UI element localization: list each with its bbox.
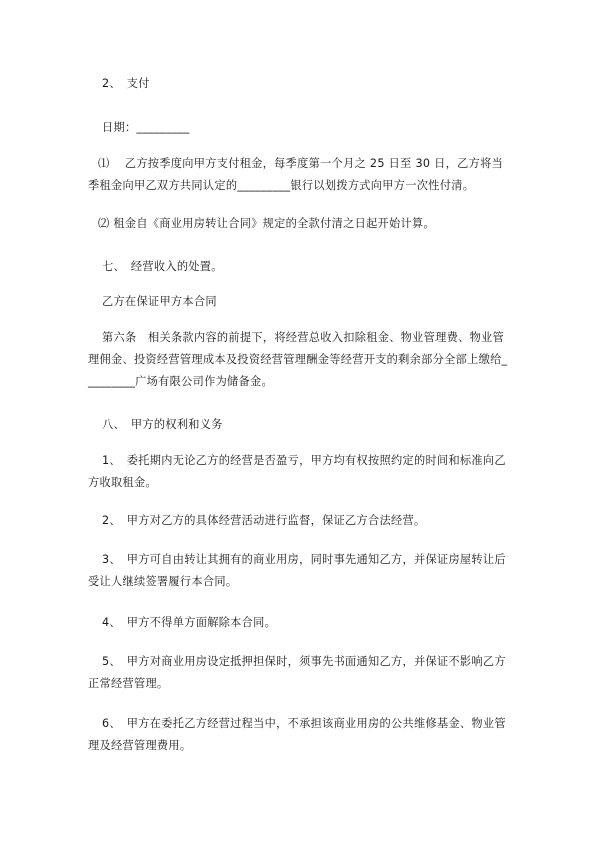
clause-1: 1、 委托期内无论乙方的经营是否盈亏，甲方均有权按照约定的时间和标准向乙方收取租金。 — [88, 454, 506, 489]
paragraph-rent-payment: ⑴ 乙方按季度向甲方支付租金，每季度第一个月之 25 日至 30 日，乙方将当季租金向甲乙双方共同认定的_________银行以划拨方式向甲方一次性付清。 — [88, 157, 504, 192]
section-heading-rights: 八、 甲方的权利和义务 — [102, 418, 223, 431]
clause-3: 3、 甲方可自由转让其拥有的商业用房，同时事先通知乙方，并保证房屋转让后受让人继续签署履行本合同。 — [88, 553, 506, 588]
section-heading-payment: 2、 支付 — [102, 77, 150, 90]
clause-5: 5、 甲方对商业用房设定抵押担保时，须事先书面通知乙方，并保证不影响乙方正常经营管理。 — [88, 655, 506, 690]
clause-6: 6、 甲方在委托乙方经营过程当中，不承担该商业用房的公共维修基金、物业管理及经营管理费用。 — [88, 717, 506, 752]
paragraph-rent-start: ⑵ 租金自《商业用房转让合同》规定的全款付清之日起开始计算。 — [98, 217, 435, 230]
clause-2: 2、 甲方对乙方的具体经营活动进行监督，保证乙方合法经营。 — [102, 514, 426, 527]
section-heading-income: 七、 经营收入的处置。 — [102, 260, 223, 273]
date-line: 日期：_________ — [102, 121, 190, 134]
paragraph-guarantee: 乙方在保证甲方本合同 — [102, 295, 217, 308]
clause-4: 4、 甲方不得单方面解除本合同。 — [102, 616, 277, 629]
paragraph-article-six: 第六条 相关条款内容的前提下，将经营总收入扣除租金、物业管理费、物业管理佣金、投资经营管理成本及投资经营管理酬金等经营开支的剩余部分全部上缴给_________广场有限公司作为储备金。 — [88, 331, 508, 388]
